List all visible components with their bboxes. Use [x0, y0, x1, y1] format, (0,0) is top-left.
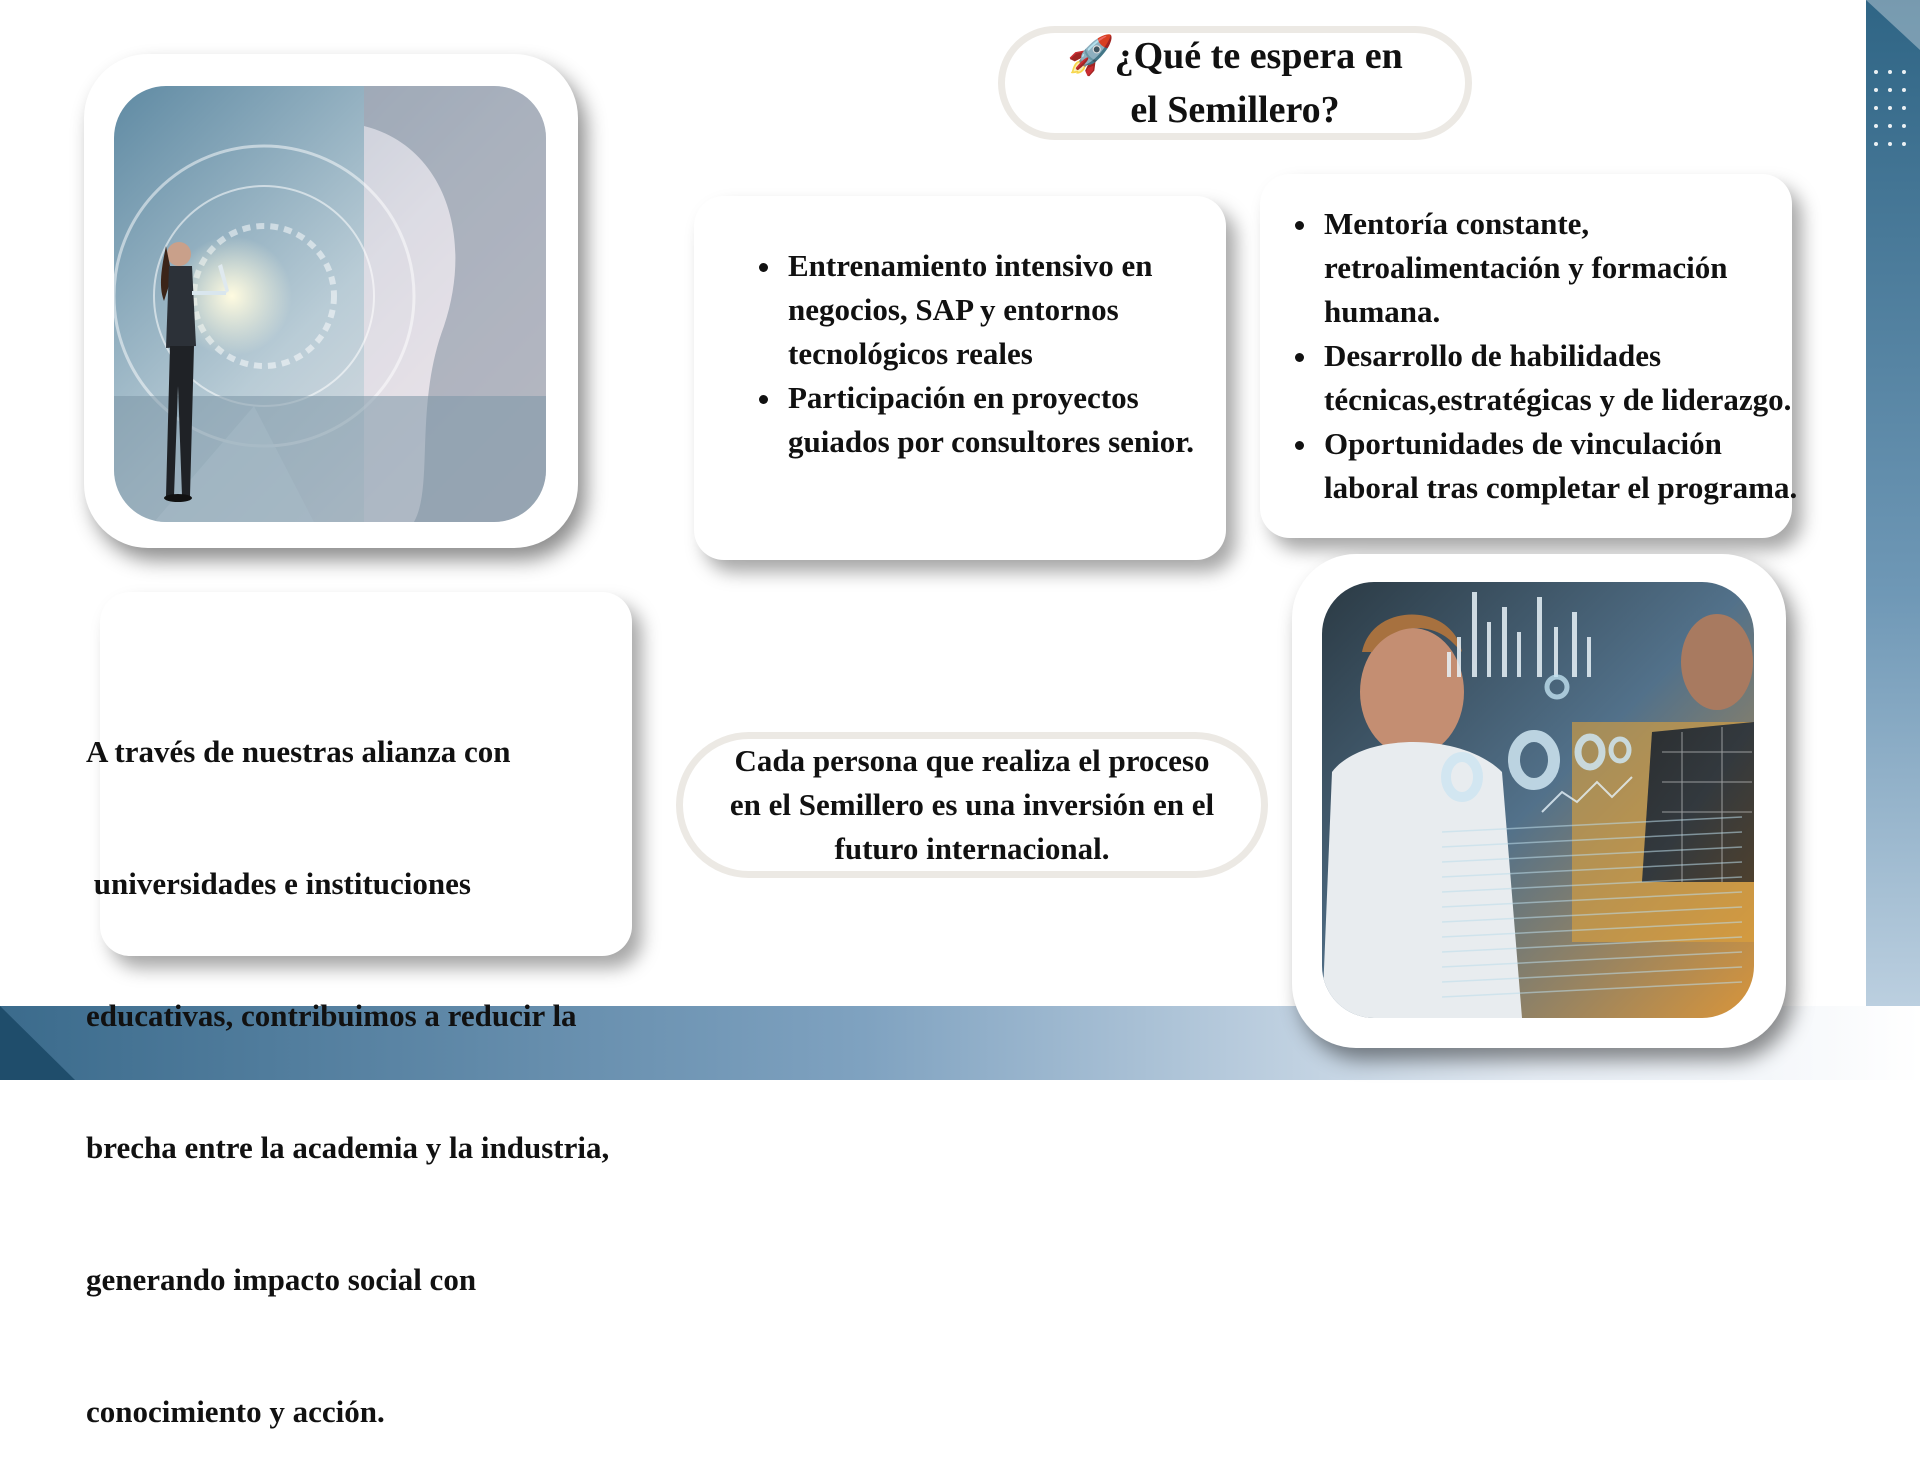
- list-item: • Oportunidades de vinculación laboral tras completar el programa.: [1320, 422, 1820, 510]
- quote-line1: Cada persona que realiza el proceso: [734, 743, 1210, 778]
- developers-photo-frame: [1292, 554, 1786, 1048]
- list-item: • Mentoría constante, retroalimentación y formación humana.: [1320, 202, 1820, 334]
- rocket-icon: 🚀: [1067, 35, 1115, 77]
- developers-photo: [1322, 582, 1754, 1018]
- mentoring-list: [1292, 202, 1820, 510]
- list-item: • Entrenamiento intensivo en negocios, SAP y entornos tecnológicos reales: [784, 244, 1234, 376]
- alliance-line: universidades e instituciones: [86, 866, 471, 901]
- alliance-line: conocimiento y acción.: [86, 1394, 385, 1429]
- quote-line2: en el Semillero es una inversión en el: [729, 787, 1215, 822]
- list-item: • Desarrollo de habilidades técnicas,estratégicas y de liderazgo.: [1320, 334, 1820, 422]
- page-title: [1067, 29, 1402, 83]
- alliance-line: educativas, contribuimos a reducir la: [86, 998, 577, 1033]
- title-pill: [998, 26, 1472, 140]
- alliance-line: brecha entre la academia y la industria,: [86, 1130, 610, 1165]
- woman-laptop-photo-frame: [84, 54, 578, 548]
- alliance-text: [86, 642, 626, 1478]
- list-item: • Participación en proyectos guiados por consultores senior.: [784, 376, 1234, 464]
- woman-laptop-photo: [114, 86, 546, 522]
- alliance-line: generando impacto social con: [86, 1262, 477, 1297]
- quote-pill: [676, 732, 1268, 878]
- woman-laptop-illustration: [114, 86, 546, 522]
- quote-line3: futuro internacional.: [834, 831, 1110, 866]
- page-title-line2: el Semillero?: [1130, 89, 1340, 131]
- mentoring-card: [1260, 174, 1798, 538]
- alliance-line: A través de nuestras alianza con: [86, 734, 511, 769]
- training-card: [694, 196, 1226, 560]
- page-title-line1: ¿Qué te espera en: [1114, 35, 1403, 77]
- developers-illustration: [1322, 582, 1754, 1018]
- training-list: [756, 244, 1234, 464]
- decorative-side-panel: [1866, 0, 1920, 1080]
